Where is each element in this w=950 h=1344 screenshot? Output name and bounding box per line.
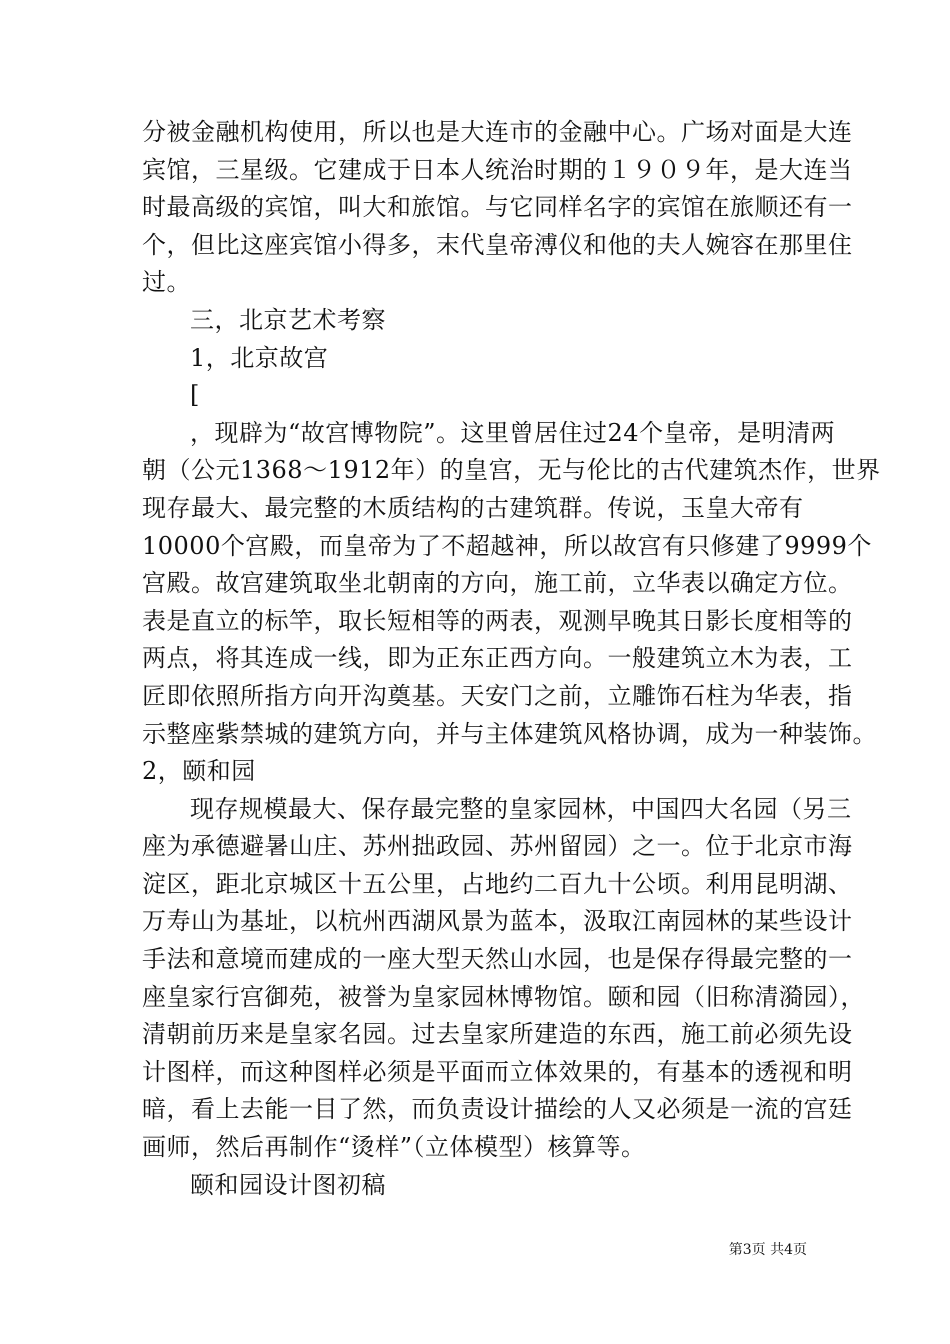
- text-line: 手法和意境而建成的一座大型天然山水园，也是保存得最完整的一: [142, 945, 853, 974]
- text-line: 清朝前历来是皇家名园。过去皇家所建造的东西，施工前必须先设: [142, 1020, 853, 1049]
- text-line: 计图样，而这种图样必须是平面而立体效果的，有基本的透视和明: [142, 1057, 853, 1086]
- text-line: 朝（公元1368～1912年）的皇宫，无与伦比的古代建筑杰作，世界: [142, 456, 881, 485]
- text-line: 现存最大、最完整的木质结构的古建筑群。传说，玉皇大帝有: [142, 493, 804, 522]
- text-line: 座皇家行宫御苑，被誉为皇家园林博物馆。颐和园（旧称清漪园），: [142, 982, 865, 1011]
- text-line: 三，北京艺术考察: [190, 305, 386, 334]
- text-line: 颐和园设计图初稿: [190, 1170, 386, 1199]
- text-line: 示整座紫禁城的建筑方向，并与主体建筑风格协调，成为一种装饰。: [142, 719, 877, 748]
- text-line: 10000个宫殿，而皇帝为了不超越神，所以故宫有只修建了9999个: [142, 531, 872, 560]
- text-line: 过。: [142, 268, 191, 297]
- text-line: 时最高级的宾馆，叫大和旅馆。与它同样名字的宾馆在旅顺还有一: [142, 193, 853, 222]
- text-line: 暗，看上去能一目了然，而负责设计描绘的人又必须是一流的宫廷: [142, 1095, 853, 1124]
- text-line: 宾馆，三星级。它建成于日本人统治时期的１９０９年，是大连当: [142, 155, 853, 184]
- page-number: 第3页 共4页: [728, 1242, 807, 1258]
- text-line: 个，但比这座宾馆小得多，末代皇帝溥仪和他的夫人婉容在那里住: [142, 230, 853, 259]
- text-line: 宫殿。故宫建筑取坐北朝南的方向，施工前，立华表以确定方位。: [142, 569, 853, 598]
- text-line: [: [190, 381, 200, 410]
- text-line: 2，颐和园: [142, 757, 256, 786]
- text-line: 现存规模最大、保存最完整的皇家园林，中国四大名园（另三: [190, 794, 852, 823]
- text-line: 两点，将其连成一线，即为正东正西方向。一般建筑立木为表，工: [142, 644, 853, 673]
- text-line: 表是直立的标竿，取长短相等的两表，观测早晚其日影长度相等的: [142, 606, 853, 635]
- text-line: 分被金融机构使用，所以也是大连市的金融中心。广场对面是大连: [142, 118, 853, 146]
- text-line: 画师，然后再制作“烫样”（立体模型）核算等。: [142, 1133, 646, 1162]
- text-line: 座为承德避暑山庄、苏州拙政园、苏州留园）之一。位于北京市海: [142, 832, 853, 861]
- text-line: 万寿山为基址，以杭州西湖风景为蓝本，汲取江南园林的某些设计: [142, 907, 853, 936]
- text-line: ，现辟为“故宫博物院”。这里曾居住过24个皇帝，是明清两: [190, 418, 836, 447]
- text-line: 匠即依照所指方向开沟奠基。天安门之前，立雕饰石柱为华表，指: [142, 681, 853, 710]
- text-line: 1，北京故宫: [190, 343, 329, 372]
- text-line: 淀区，距北京城区十五公里，占地约二百九十公顷。利用昆明湖、: [142, 869, 853, 898]
- document-body: [142, 114, 881, 1204]
